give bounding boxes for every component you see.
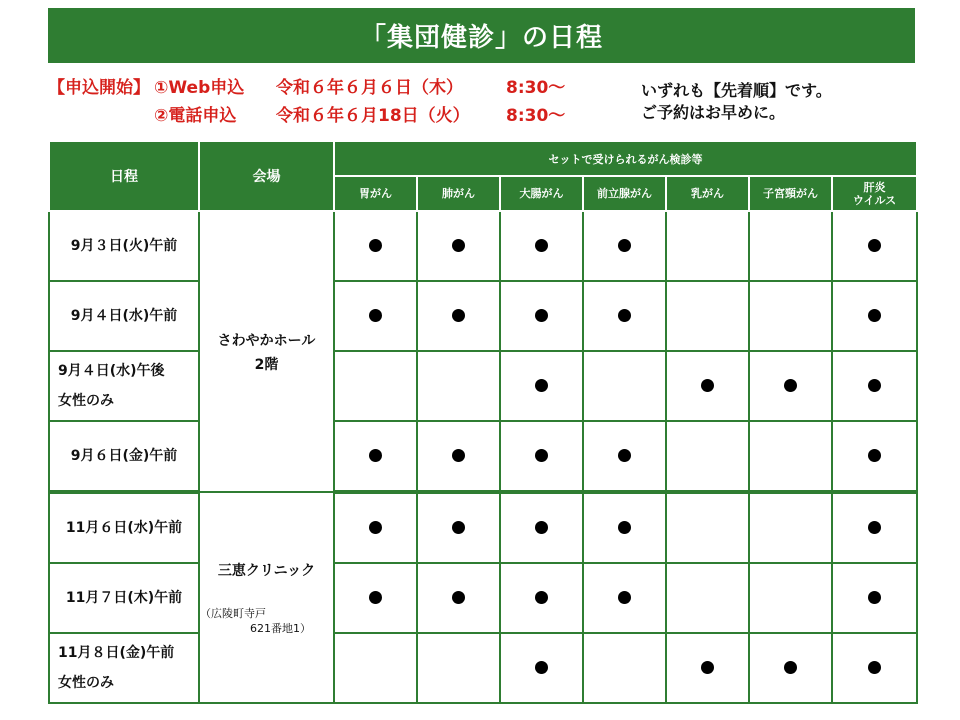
header-exam-group: セットで受けられるがん検診等 [334,141,917,176]
exam-cell [334,633,417,703]
available-dot-icon [535,379,548,392]
exam-cell [832,421,917,492]
schedule-date-text: 9月４日(水)午前 [70,308,178,324]
exam-cell [583,211,666,281]
schedule-date-text: 11月８日(金)午前 [58,645,175,661]
exam-cell [417,563,500,633]
table-row [49,633,917,703]
table-row [49,281,917,351]
header-exam: 胃がん [334,176,417,211]
available-dot-icon [868,591,881,604]
application-info [48,74,565,130]
header-exam-line: 肝炎 [863,180,886,194]
exam-cell [417,281,500,351]
available-dot-icon [868,309,881,322]
exam-cell [666,421,749,492]
available-dot-icon [784,379,797,392]
schedule-date [49,421,199,492]
schedule-date [49,563,199,633]
available-dot-icon [868,521,881,534]
venue-cell [199,492,334,703]
exam-cell [583,633,666,703]
schedule-date [49,492,199,563]
schedule-date-text: 9月４日(水)午後 [58,363,165,379]
exam-cell [666,633,749,703]
exam-cell [749,563,832,633]
exam-cell [500,351,583,421]
header-exam: 乳がん [666,176,749,211]
exam-cell [417,421,500,492]
application-date: 令和６年６月18日（火） [276,106,470,126]
exam-cell [749,421,832,492]
available-dot-icon [618,309,631,322]
venue-cell [199,211,334,492]
exam-cell [832,563,917,633]
available-dot-icon [868,661,881,674]
exam-cell [500,492,583,563]
exam-cell [417,351,500,421]
venue-address [200,606,333,636]
schedule-date-note: 女性のみ [58,675,114,691]
application-label: 【申込開始】 [48,78,150,98]
schedule-date [49,211,199,281]
exam-cell [500,421,583,492]
schedule-date-text: 9月６日(金)午前 [70,448,178,464]
header-exam: 肺がん [417,176,500,211]
available-dot-icon [369,309,382,322]
exam-cell [749,633,832,703]
exam-cell [749,492,832,563]
exam-cell [500,211,583,281]
schedule-date [49,633,199,703]
application-row-phone [48,102,565,130]
available-dot-icon [535,661,548,674]
exam-cell [417,211,500,281]
available-dot-icon [452,591,465,604]
booking-note-line2: ご予約はお早めに。 [641,103,786,122]
exam-cell [334,351,417,421]
venue-address-line: （広陵町寺戸 [200,606,266,620]
available-dot-icon [868,449,881,462]
table-row [49,563,917,633]
exam-cell [832,211,917,281]
exam-cell [334,492,417,563]
venue-address-line: 621番地1） [250,621,311,635]
table-row [49,211,917,281]
available-dot-icon [452,239,465,252]
application-time: 8:30～ [506,78,566,98]
application-time: 8:30～ [506,106,566,126]
available-dot-icon [535,449,548,462]
exam-cell [583,492,666,563]
exam-cell [334,563,417,633]
available-dot-icon [369,239,382,252]
exam-cell [583,351,666,421]
available-dot-icon [452,309,465,322]
exam-cell [666,211,749,281]
available-dot-icon [618,239,631,252]
available-dot-icon [369,591,382,604]
exam-cell [417,492,500,563]
header-venue: 会場 [199,141,334,211]
application-method: ②電話申込 [154,106,237,126]
exam-cell [832,633,917,703]
available-dot-icon [535,591,548,604]
page-title: 「集団健診」の日程 [48,8,915,63]
exam-cell [749,211,832,281]
application-date: 令和６年６月６日（木） [276,78,463,98]
exam-cell [749,351,832,421]
header-exam-line: ウイルス [852,193,897,207]
available-dot-icon [535,239,548,252]
available-dot-icon [369,449,382,462]
exam-cell [583,563,666,633]
table-row [49,492,917,563]
schedule-date [49,351,199,421]
exam-cell [832,281,917,351]
exam-cell [334,281,417,351]
exam-cell [666,281,749,351]
exam-cell [583,281,666,351]
available-dot-icon [618,591,631,604]
exam-cell [500,281,583,351]
exam-cell [832,351,917,421]
exam-cell [500,633,583,703]
schedule-table [48,140,918,704]
available-dot-icon [701,661,714,674]
available-dot-icon [369,521,382,534]
available-dot-icon [784,661,797,674]
available-dot-icon [535,521,548,534]
available-dot-icon [452,449,465,462]
available-dot-icon [618,521,631,534]
venue-name: さわやかホール [217,332,316,349]
exam-cell [666,351,749,421]
table-row [49,421,917,492]
booking-note-line1: いずれも【先着順】です。 [641,81,832,100]
venue-name: 三恵クリニック [217,562,316,579]
schedule-date-text: 9月３日(火)午前 [70,238,178,254]
header-exam: 大腸がん [500,176,583,211]
table-row [49,351,917,421]
schedule-date [49,281,199,351]
application-method: ①Web申込 [154,78,245,98]
header-exam: 子宮頸がん [749,176,832,211]
exam-cell [500,563,583,633]
header-exam: 前立腺がん [583,176,666,211]
schedule-date-note: 女性のみ [58,393,114,409]
header-date: 日程 [49,141,199,211]
exam-cell [666,492,749,563]
exam-cell [583,421,666,492]
exam-cell [749,281,832,351]
available-dot-icon [618,449,631,462]
exam-cell [334,211,417,281]
booking-note [641,80,832,124]
exam-cell [417,633,500,703]
header-exam-hepatitis [832,176,917,211]
available-dot-icon [452,521,465,534]
schedule-date-text: 11月６日(水)午前 [65,520,183,536]
available-dot-icon [701,379,714,392]
schedule-date-text: 11月７日(木)午前 [65,590,183,606]
venue-floor: 2階 [254,356,279,373]
available-dot-icon [868,379,881,392]
exam-cell [666,563,749,633]
application-row-web [48,74,565,102]
exam-cell [334,421,417,492]
exam-cell [832,492,917,563]
available-dot-icon [535,309,548,322]
available-dot-icon [868,239,881,252]
